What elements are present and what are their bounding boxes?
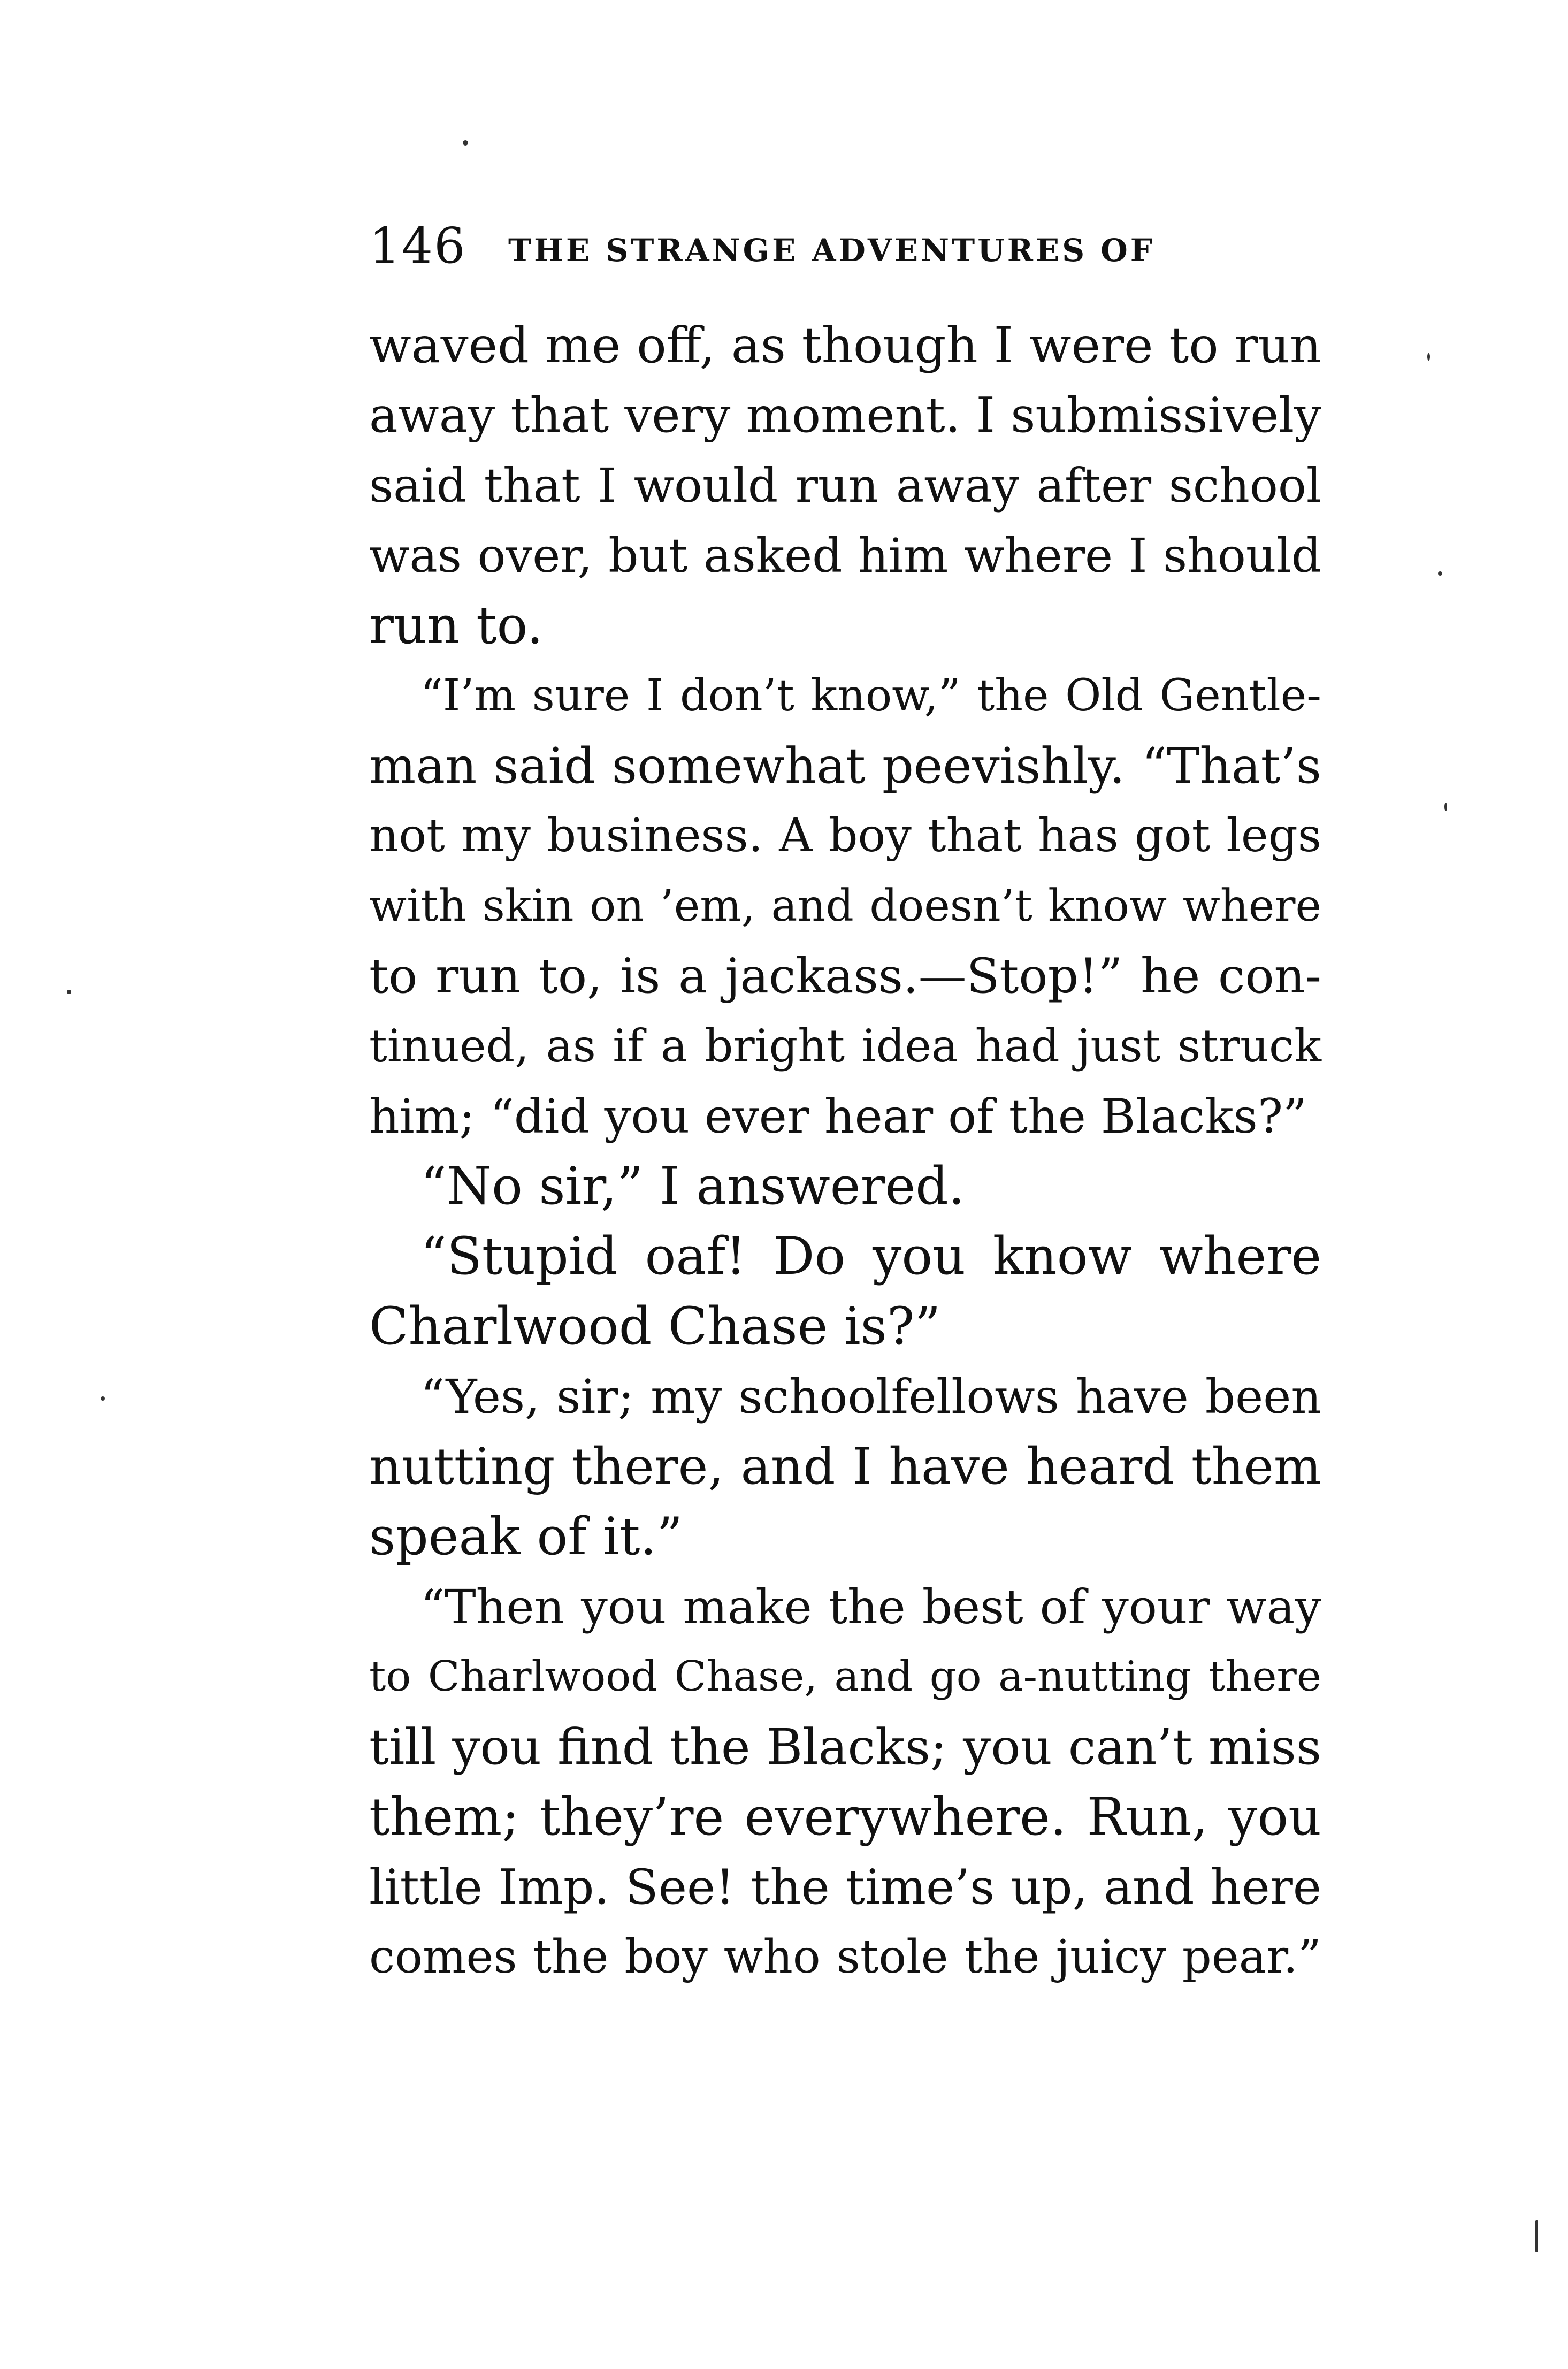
text-line: with skin on ’em, and doesn’t know where: [369, 881, 1321, 931]
text-line: man said somewhat peevishly. “That’s: [369, 737, 1321, 794]
text-line: tinued, as if a bright idea had just struck: [369, 1020, 1321, 1072]
text-line: run to.: [369, 595, 544, 655]
ink-speck: [67, 990, 71, 994]
ink-speck: [1427, 353, 1430, 361]
text-line: “Stupid oaf! Do you know where: [420, 1226, 1321, 1286]
text-line: “No sir,” I answered.: [420, 1156, 965, 1216]
page-header: [369, 214, 1321, 278]
ink-speck: [1444, 803, 1447, 811]
text-line: away that very moment. I submissively: [369, 387, 1321, 444]
ink-speck: [463, 140, 468, 146]
ink-speck: [1535, 2220, 1538, 2252]
ink-speck: [101, 1396, 105, 1401]
text-line: little Imp. See! the time’s up, and here: [369, 1859, 1321, 1915]
text-line: “Yes, sir; my schoolfellows have been: [420, 1369, 1321, 1424]
text-line: nutting there, and I have heard them: [369, 1438, 1321, 1496]
text-line: not my business. A boy that has got legs: [369, 809, 1321, 862]
text-line: till you find the Blacks; you can’t miss: [369, 1718, 1321, 1776]
ink-speck: [1438, 571, 1442, 576]
text-line: speak of it.”: [369, 1507, 683, 1566]
text-line: said that I would run away after school: [369, 458, 1321, 513]
page-number: 146: [369, 217, 466, 274]
running-title: THE STRANGE ADVENTURES OF: [508, 232, 1155, 269]
text-line: to Charlwood Chase, and go a-nutting there: [369, 1653, 1321, 1701]
text-line: comes the boy who stole the juicy pear.”: [369, 1930, 1321, 1984]
text-line: was over, but asked him where I should: [369, 528, 1321, 583]
text-line: them; they’re everywhere. Run, you: [369, 1787, 1321, 1847]
text-line: him; “did you ever hear of the Blacks?”: [369, 1089, 1307, 1144]
text-line: waved me off, as though I were to run: [369, 317, 1321, 374]
text-line: Charlwood Chase is?”: [369, 1296, 941, 1356]
text-line: “Then you make the best of your way: [420, 1579, 1321, 1634]
body-text: [369, 310, 1321, 1992]
text-line: to run to, is a jackass.—Stop!” he con-: [369, 948, 1321, 1004]
text-line: “I’m sure I don’t know,” the Old Gentle-: [420, 670, 1321, 721]
